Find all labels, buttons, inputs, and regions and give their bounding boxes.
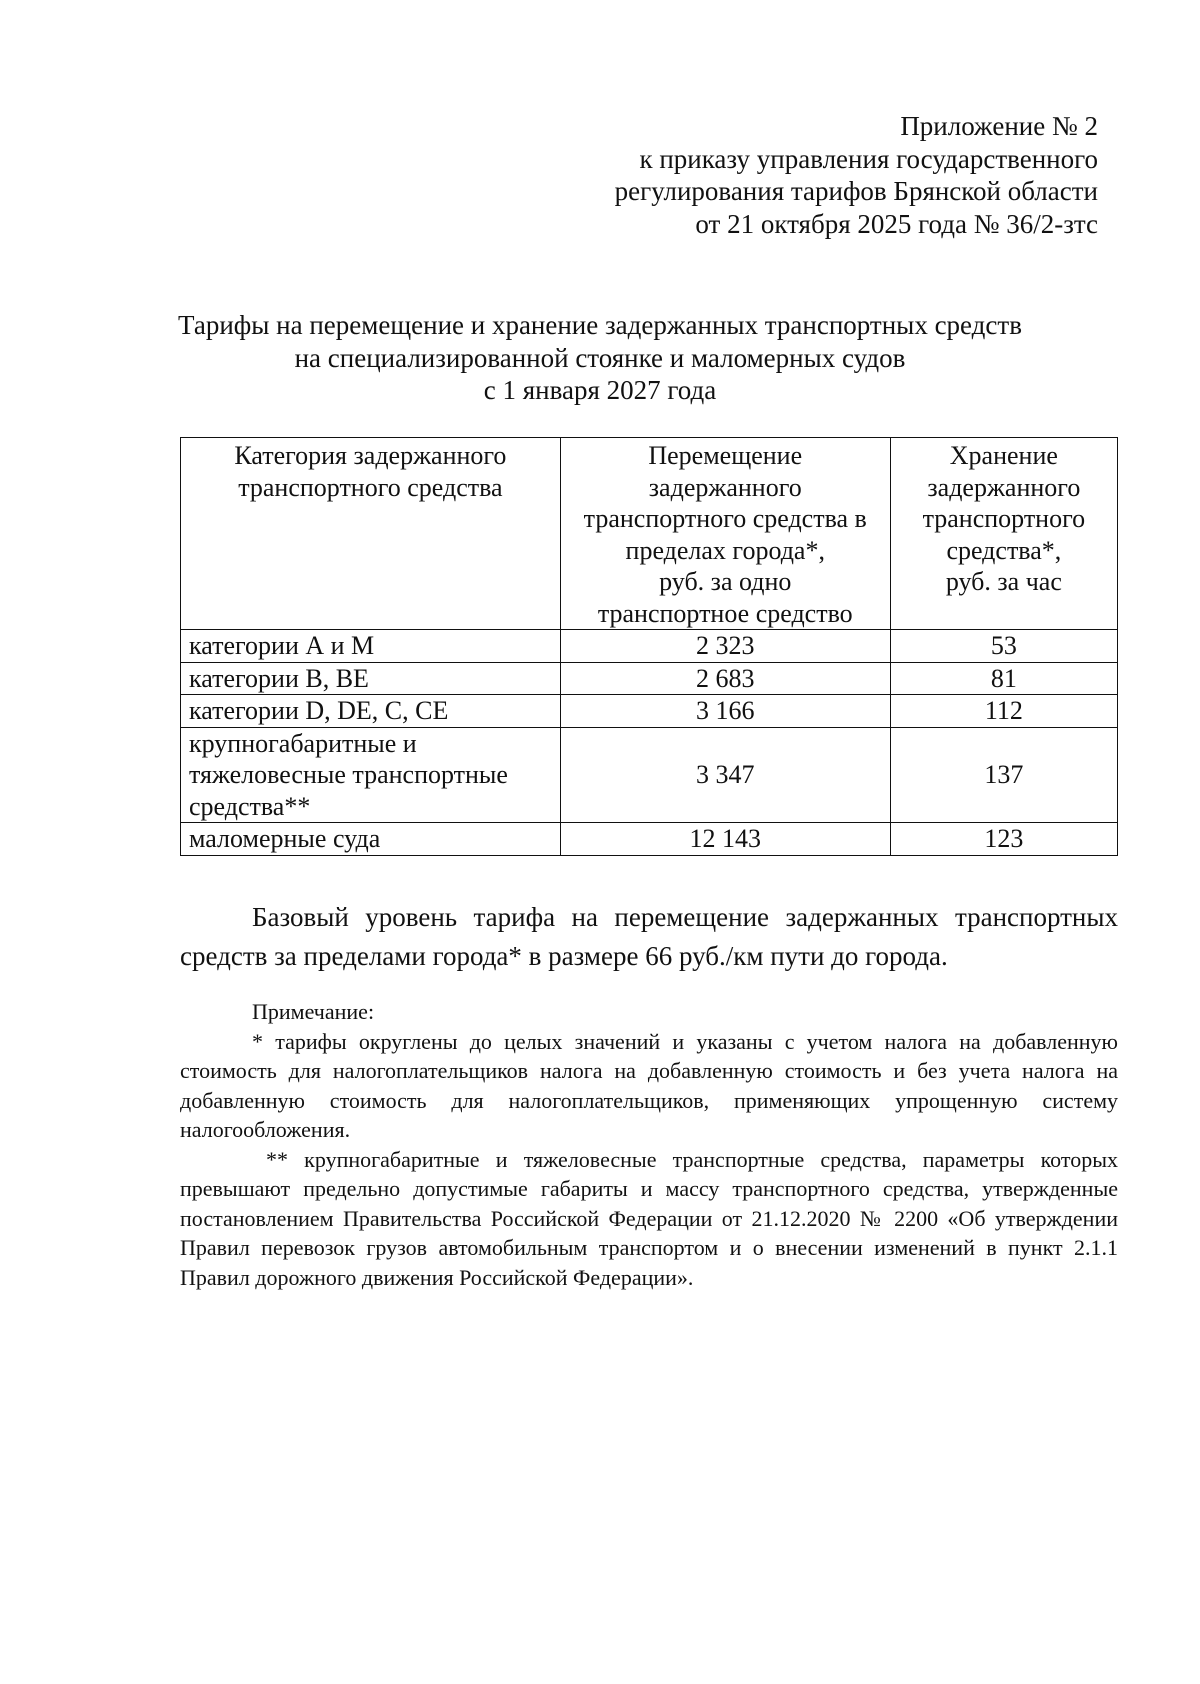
document-title bbox=[0, 309, 1200, 407]
cell-text-line: Перемещение bbox=[648, 441, 803, 470]
table-row bbox=[181, 662, 1118, 695]
table-row bbox=[181, 695, 1118, 728]
row-move-price: 2 683 bbox=[560, 662, 890, 695]
row-move-price: 12 143 bbox=[560, 823, 890, 856]
base-rate-paragraph bbox=[180, 898, 1118, 976]
appendix-header bbox=[615, 110, 1098, 240]
row-category bbox=[181, 727, 561, 823]
row-storage-price: 81 bbox=[890, 662, 1117, 695]
row-move-price: 3 347 bbox=[560, 727, 890, 823]
row-storage-price: 112 bbox=[890, 695, 1117, 728]
appendix-date-line: от 21 октября 2025 года № 36/2-зтс bbox=[695, 208, 1098, 239]
header-category bbox=[181, 438, 561, 630]
row-category bbox=[181, 823, 561, 856]
cell-text-line: категории А и М bbox=[189, 631, 375, 660]
table-header-row bbox=[181, 438, 1118, 630]
header-moving bbox=[560, 438, 890, 630]
notes-heading: Примечание: bbox=[252, 999, 375, 1024]
cell-text-line: задержанного bbox=[927, 472, 1081, 502]
cell-text-line: Категория задержанного bbox=[234, 441, 507, 470]
cell-text-line: средства*, bbox=[946, 535, 1062, 565]
row-storage-price: 123 bbox=[890, 823, 1117, 856]
cell-text-line: транспортного средства bbox=[238, 472, 503, 502]
row-category bbox=[181, 695, 561, 728]
row-category bbox=[181, 630, 561, 663]
row-storage-price: 137 bbox=[890, 727, 1117, 823]
note-oversized: ** крупногабаритные и тяжеловесные транспортные средства, параметры которых превышают предельно допустимые габариты и массу транспортного средства, утвержденные постановлением Правительства Российской Федерации от 21.12.2020 № 2200 «Об утверждении Правил перевозок грузов автомобильным транспортом и о внесении изменений в пункт 2.1.1 Правил дорожного движения Российской Федерации». bbox=[180, 1146, 1118, 1290]
table-row bbox=[181, 630, 1118, 663]
cell-text-line: тяжеловесные транспортные bbox=[189, 760, 508, 789]
cell-text-line: задержанного bbox=[648, 472, 802, 502]
row-move-price: 3 166 bbox=[560, 695, 890, 728]
appendix-authority-line: регулирования тарифов Брянской области bbox=[614, 176, 1098, 206]
cell-text-line: транспортное средство bbox=[597, 598, 853, 628]
cell-text-line: Хранение bbox=[949, 441, 1058, 470]
table-row bbox=[181, 727, 1118, 823]
notes-section bbox=[180, 997, 1118, 1292]
cell-text-line: маломерные суда bbox=[189, 824, 381, 853]
cell-text-line: категории В, ВЕ bbox=[189, 663, 369, 693]
appendix-number: Приложение № 2 bbox=[900, 111, 1098, 141]
cell-text-line: средства** bbox=[189, 791, 311, 821]
cell-text-line: крупногабаритные и bbox=[189, 728, 417, 758]
cell-text-line: руб. за одно bbox=[659, 567, 792, 596]
appendix-order-line: к приказу управления государственного bbox=[639, 143, 1098, 174]
note-vat: * тарифы округлены до целых значений и указаны с учетом налога на добавленную стоимость для налогоплательщиков налога на добавленную стоимость и без учета налога на добавленную стоимость для налогоплательщиков, применяющих упрощенную систему налогообложения. bbox=[180, 1028, 1118, 1142]
title-line: на специализированной стоянке и маломерных судов bbox=[294, 342, 906, 373]
table-row bbox=[181, 823, 1118, 856]
row-category bbox=[181, 662, 561, 695]
cell-text-line: категории D, DE, C, CE bbox=[189, 696, 449, 725]
title-line: с 1 января 2027 года bbox=[483, 375, 717, 405]
cell-text-line: транспортного средства в bbox=[583, 504, 867, 533]
cell-text-line: пределах города*, bbox=[625, 535, 825, 565]
cell-text-line: транспортного bbox=[922, 504, 1086, 533]
base-rate-text: Базовый уровень тарифа на перемещение задержанных транспортных средств за пределами города* в размере 66 руб./км пути до города. bbox=[180, 902, 1118, 971]
header-storage bbox=[890, 438, 1117, 630]
title-line: Тарифы на перемещение и хранение задержанных транспортных средств bbox=[178, 310, 1022, 340]
row-move-price: 2 323 bbox=[560, 630, 890, 663]
cell-text-line: руб. за час bbox=[945, 567, 1062, 596]
row-storage-price: 53 bbox=[890, 630, 1117, 663]
tariff-table bbox=[180, 437, 1118, 856]
